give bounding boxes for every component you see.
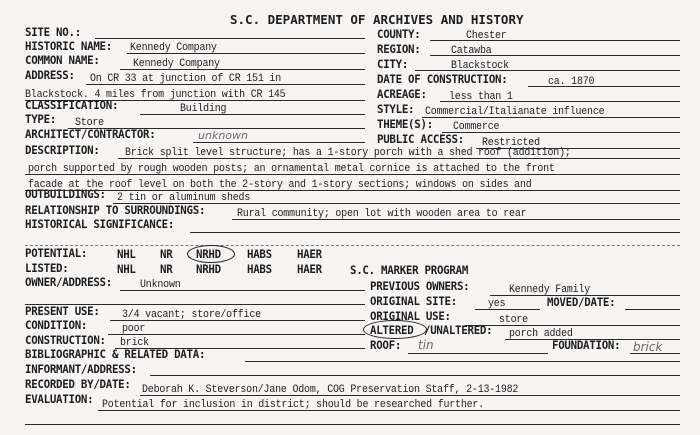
address-label: ADDRESS:: [25, 68, 75, 82]
date-value: ca. 1870: [548, 76, 595, 88]
historical-significance-label: HISTORICAL SIGNIFICANCE:: [25, 217, 175, 231]
public-access-label: PUBLIC ACCESS:: [377, 132, 464, 146]
evaluation-label: EVALUATION:: [25, 392, 94, 406]
historical-significance-line: [190, 232, 680, 233]
foundation-label: FOUNDATION:: [552, 338, 621, 352]
previous-owners-value: Kennedy Family: [509, 284, 591, 296]
nrhd-circle: [187, 245, 235, 263]
acreage-line: [440, 101, 680, 102]
architect-line: [193, 142, 365, 143]
relationship-label: RELATIONSHIP TO SURROUNDINGS:: [25, 203, 206, 217]
address-line2: Blackstock. 4 miles from junction with CR 145: [25, 89, 286, 101]
altered-label: ALTERED: [370, 323, 414, 337]
date-line: [528, 86, 680, 87]
architect-value: unknown: [198, 129, 248, 142]
region-label: REGION:: [377, 42, 421, 56]
relationship-value: Rural community; open lot with wooden area to rear: [237, 208, 527, 220]
architect-label: ARCHITECT/CONTRACTOR:: [25, 127, 156, 141]
original-site-line: [475, 309, 540, 310]
potential-haer: HAER: [297, 247, 322, 261]
potential-nr: NR: [160, 247, 173, 261]
style-value: Commercial/Italianate influence: [425, 106, 605, 118]
county-line: [430, 40, 680, 41]
theme-value: Commerce: [453, 121, 500, 133]
card-title: S.C. DEPARTMENT OF ARCHIVES AND HISTORY: [230, 12, 524, 27]
region-line: [430, 55, 680, 56]
recorded-value: Deborah K. Steverson/Jane Odom, COG Preservation Staff, 2-13-1982: [142, 384, 519, 396]
description-line1: Brick split level structure; has a 1-story porch with a shed roof (addition);: [125, 147, 571, 159]
description-label: DESCRIPTION:: [25, 143, 100, 157]
altered-circle: [363, 320, 427, 339]
public-access-value: Restricted: [482, 137, 540, 149]
address-line1: On CR 33 at junction of CR 151 in: [90, 73, 282, 85]
description-rule2: [25, 174, 680, 175]
bibliographic-label: BIBLIOGRAPHIC & RELATED DATA:: [25, 347, 206, 361]
listed-label: LISTED:: [25, 261, 69, 275]
common-name-label: COMMON NAME:: [25, 53, 100, 67]
recorded-label: RECORDED BY/DATE:: [25, 377, 131, 391]
description-line3: facade at the roof level on both the 2-story and 1-story sections; windows on sides and: [28, 179, 532, 191]
acreage-value: less than 1: [449, 91, 513, 103]
description-line2: porch supported by rough wooden posts; an ornamental metal cornice is attached to the front: [28, 163, 555, 175]
original-site-label: ORIGINAL SITE:: [370, 294, 457, 308]
informant-label: INFORMANT/ADDRESS:: [25, 362, 137, 376]
roof-line: [408, 353, 548, 354]
evaluation-value: Potential for inclusion in district; should be researched further.: [102, 399, 485, 411]
informant-line: [150, 375, 680, 376]
condition-line: [108, 334, 365, 335]
unaltered-label: /UNALTERED:: [424, 323, 493, 337]
historic-name-value: Kennedy Company: [130, 42, 217, 54]
city-line: [415, 70, 680, 71]
outbuildings-value: 2 tin or aluminum sheds: [117, 192, 251, 204]
section-divider: [25, 245, 680, 246]
previous-owners-label: PREVIOUS OWNERS:: [370, 279, 470, 293]
condition-value: poor: [122, 323, 146, 335]
original-site-value: yes: [488, 298, 506, 310]
type-value: Store: [75, 117, 104, 129]
site-no-line: [95, 38, 365, 39]
potential-nrhd: NRHD: [196, 247, 221, 261]
listed-nr: NR: [160, 262, 173, 276]
marker-program-label: S.C. MARKER PROGRAM: [350, 263, 469, 277]
classification-value: Building: [180, 103, 227, 115]
common-name-value: Kennedy Company: [133, 58, 220, 70]
condition-label: CONDITION:: [25, 318, 88, 332]
potential-habs: HABS: [247, 247, 272, 261]
listed-nhl: NHL: [117, 262, 136, 276]
style-label: STYLE:: [377, 102, 415, 116]
listed-haer: HAER: [297, 262, 322, 276]
bibliographic-line: [245, 361, 680, 362]
outbuildings-label: OUTBUILDINGS:: [25, 187, 106, 201]
present-use-label: PRESENT USE:: [25, 304, 100, 318]
moved-date-line: [625, 309, 680, 310]
owner-label: OWNER/ADDRESS:: [25, 275, 112, 289]
present-use-line: [110, 320, 365, 321]
owner-value: Unknown: [140, 279, 181, 291]
original-use-line: [465, 325, 680, 326]
construction-label: CONSTRUCTION:: [25, 333, 106, 347]
recorded-line: [140, 395, 680, 396]
city-value: Blackstock: [451, 60, 509, 72]
county-value: Chester: [466, 30, 507, 42]
description-rule3: [25, 190, 680, 191]
site-no-label: SITE NO.:: [25, 25, 81, 39]
common-name-line: [120, 69, 365, 70]
classification-label: CLASSIFICATION:: [25, 98, 119, 112]
listed-habs: HABS: [247, 262, 272, 276]
address-line1-rule: [86, 84, 365, 85]
historic-name-line: [127, 53, 365, 54]
foundation-line: [630, 353, 680, 354]
roof-value: tin: [418, 338, 434, 352]
city-label: CITY:: [377, 57, 409, 71]
present-use-value: 3/4 vacant; store/office: [122, 309, 261, 321]
relationship-line: [232, 219, 680, 220]
roof-label: ROOF:: [370, 338, 402, 352]
classification-line: [140, 114, 365, 115]
construction-value: brick: [120, 337, 149, 349]
potential-label: POTENTIAL:: [25, 246, 88, 260]
evaluation-line-2: [25, 424, 680, 425]
date-label: DATE OF CONSTRUCTION:: [377, 72, 508, 86]
county-label: COUNTY:: [377, 27, 421, 41]
type-label: TYPE:: [25, 112, 57, 126]
moved-date-label: MOVED/DATE:: [547, 295, 616, 309]
style-line: [422, 117, 680, 118]
historic-name-label: HISTORIC NAME:: [25, 39, 112, 53]
potential-nhl: NHL: [117, 247, 136, 261]
foundation-value: brick: [633, 340, 663, 354]
acreage-label: ACREAGE:: [377, 87, 427, 101]
theme-line: [442, 132, 680, 133]
evaluation-line: [98, 410, 680, 411]
original-use-label: ORIGINAL USE:: [370, 309, 451, 323]
owner-line: [120, 290, 365, 291]
theme-label: THEME(S):: [377, 117, 433, 131]
listed-nrhd: NRHD: [196, 262, 221, 276]
description-rule1: [118, 158, 680, 159]
region-value: Catawba: [451, 45, 492, 57]
altered-value: porch added: [509, 328, 573, 340]
original-use-value: store: [499, 314, 528, 326]
